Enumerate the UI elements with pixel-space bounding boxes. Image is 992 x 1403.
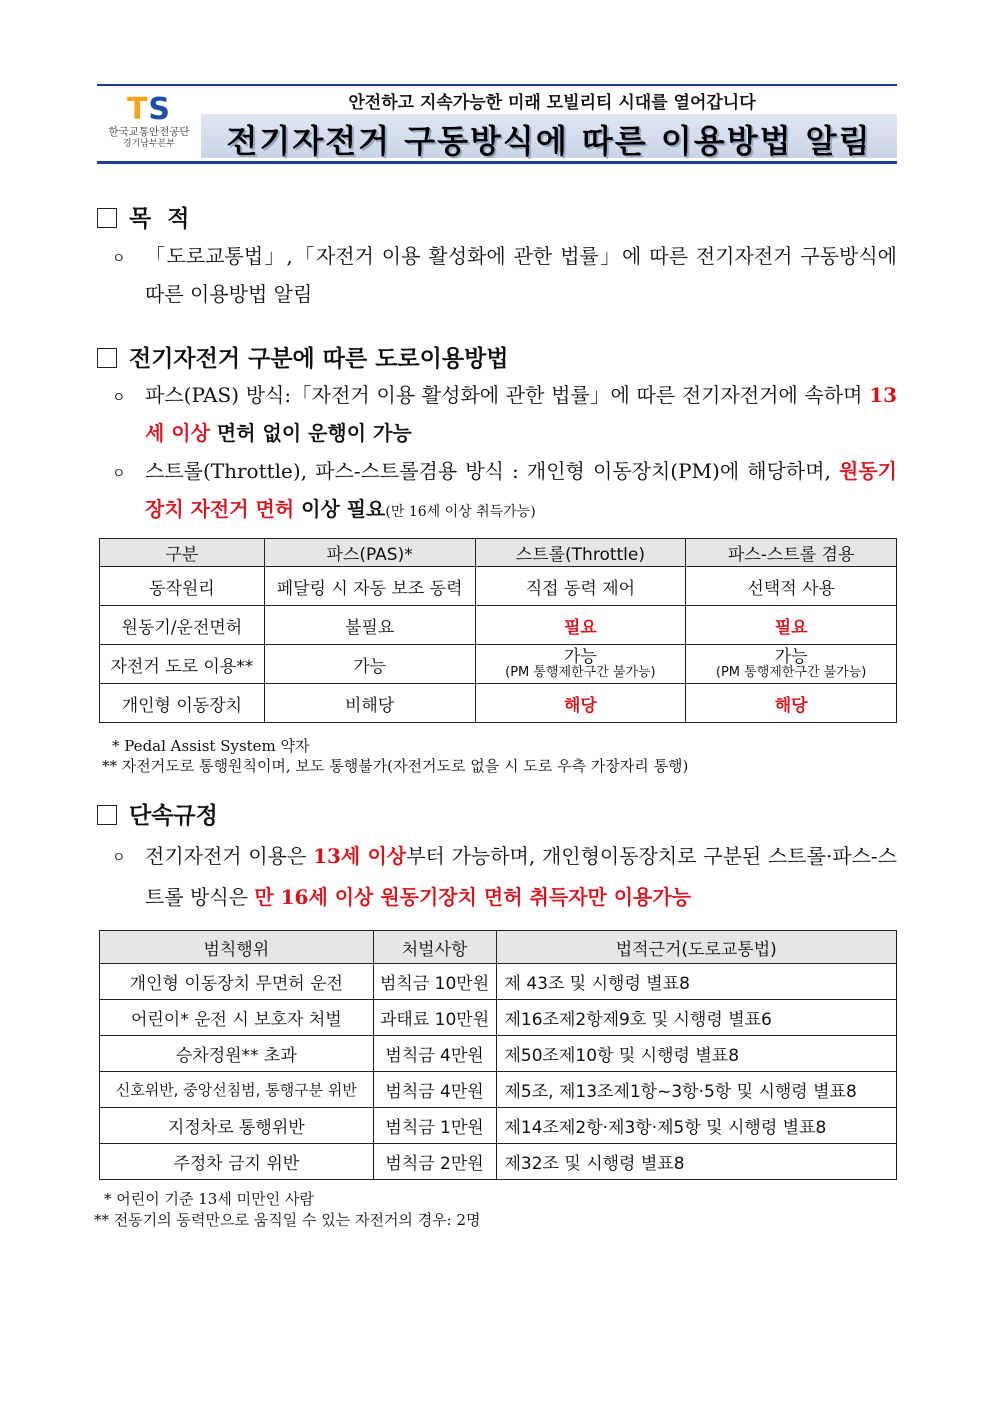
bullet-circle: ㅇ — [112, 466, 126, 482]
table-header-row — [100, 931, 897, 964]
legal-basis-cell: 제50조제10항 및 시행령 별표8 — [496, 1036, 897, 1072]
table-header-row — [100, 539, 897, 567]
table-cell: 필요 — [475, 606, 686, 645]
page-title: 전기자전거 구동방식에 따른 이용방법 알림 — [226, 122, 872, 160]
table-row — [100, 1000, 897, 1036]
bullet-circle: ㅇ — [112, 390, 126, 406]
bullet-circle: ㅇ — [112, 850, 126, 866]
table-row — [100, 964, 897, 1000]
violation-cell: 승차정원** 초과 — [100, 1036, 374, 1072]
regulation-text: 전기자전거 이용은 13세 이상부터 가능하며, 개인형이동장치로 구분된 스트롤·파스-스트롤 방식은 만 16세 이상 원동기장치 면허 취득자만 이용가능 — [145, 844, 897, 909]
legal-basis-cell: 제14조제2항·제3항·제5항 및 시행령 별표8 — [496, 1108, 897, 1144]
table-row — [100, 684, 897, 723]
table-cell: 가능 — [264, 645, 475, 684]
penalty-cell: 범칙금 10만원 — [373, 964, 496, 1000]
slogan: 안전하고 지속가능한 미래 모빌리티 시대를 열어갑니다 — [348, 93, 756, 113]
ts-logo-mark: TS — [126, 92, 172, 127]
column-header: 파스-스트롤 겸용 — [686, 539, 897, 567]
column-header: 법적근거(도로교통법) — [496, 931, 897, 964]
legal-basis-cell: 제32조 및 시행령 별표8 — [496, 1144, 897, 1180]
penalty-cell: 범칙금 4만원 — [373, 1036, 496, 1072]
section-heading-usage: 전기자전거 구분에 따른 도로이용방법 — [97, 340, 509, 373]
usage-item-pas: 파스(PAS) 방식:「자전거 이용 활성화에 관한 법률」에 따른 전기자전거에 속하며 13세 이상 면허 없이 운행이 가능 — [145, 383, 897, 445]
table-row — [100, 567, 897, 606]
column-header: 스트롤(Throttle) — [475, 539, 686, 567]
drive-type-table — [99, 538, 897, 723]
penalty-table — [99, 930, 897, 1180]
table-row — [100, 1108, 897, 1144]
table-row — [100, 606, 897, 645]
header-top-rule — [97, 84, 897, 86]
footnote: ** 자전거도로 통행원칙이며, 보도 통행불가(자전거도로 없을 시 도로 우측 가장자리 통행) — [102, 757, 689, 775]
logo-org-name: 한국교통안전공단 — [108, 126, 190, 138]
table-cell: 필요 — [686, 606, 897, 645]
header-bottom-rule — [97, 161, 897, 164]
penalty-cell: 범칙금 1만원 — [373, 1108, 496, 1144]
row-label: 동작원리 — [100, 567, 265, 606]
penalty-cell: 범칙금 2만원 — [373, 1144, 496, 1180]
table-cell: 비해당 — [264, 684, 475, 723]
row-label: 원동기/운전면허 — [100, 606, 265, 645]
violation-cell: 개인형 이동장치 무면허 운전 — [100, 964, 374, 1000]
bullet-circle: ㅇ — [112, 251, 126, 267]
table-row — [100, 1144, 897, 1180]
column-header: 처벌사항 — [373, 931, 496, 964]
legal-basis-cell: 제 43조 및 시행령 별표8 — [496, 964, 897, 1000]
penalty-cell: 범칙금 4만원 — [373, 1072, 496, 1108]
violation-cell: 지정차로 통행위반 — [100, 1108, 374, 1144]
table-row — [100, 1072, 897, 1108]
table-cell: 가능 (PM 통행제한구간 불가능) — [686, 645, 897, 684]
usage-item-throttle: 스트롤(Throttle), 파스-스트롤겸용 방식 : 개인형 이동장치(PM)에 해당하며, 원동기장치 자전거 면허 이상 필요(만 16세 이상 취득가능) — [145, 459, 897, 521]
legal-basis-cell: 제5조, 제13조제1항~3항·5항 및 시행령 별표8 — [496, 1072, 897, 1108]
violation-cell: 신호위반, 중앙선침범, 통행구분 위반 — [100, 1072, 374, 1108]
row-label: 개인형 이동장치 — [100, 684, 265, 723]
section-heading-regulation: 단속규정 — [97, 797, 218, 830]
row-label: 자전거 도로 이용** — [100, 645, 265, 684]
column-header: 파스(PAS)* — [264, 539, 475, 567]
table-cell: 불필요 — [264, 606, 475, 645]
penalty-cell: 과태료 10만원 — [373, 1000, 496, 1036]
checkbox-square-icon — [97, 348, 117, 368]
kotsa-logo — [101, 94, 197, 158]
table-cell: 직접 동력 제어 — [475, 567, 686, 606]
table-row — [100, 1036, 897, 1072]
table-cell: 해당 — [475, 684, 686, 723]
section-heading-purpose: 목 적 — [97, 200, 189, 233]
legal-basis-cell: 제16조제2항제9호 및 시행령 별표6 — [496, 1000, 897, 1036]
checkbox-square-icon — [97, 208, 117, 228]
title-banner — [201, 114, 897, 158]
checkbox-square-icon — [97, 805, 117, 825]
table-cell: 페달링 시 자동 보조 동력 — [264, 567, 475, 606]
violation-cell: 주정차 금지 위반 — [100, 1144, 374, 1180]
table-cell: 선택적 사용 — [686, 567, 897, 606]
footnote: * Pedal Assist System 약자 — [112, 737, 310, 755]
table-row — [100, 645, 897, 684]
column-header: 구분 — [100, 539, 265, 567]
logo-branch-name: 경기남부본부 — [122, 139, 176, 149]
column-header: 범칙행위 — [100, 931, 374, 964]
violation-cell: 어린이* 운전 시 보호자 처벌 — [100, 1000, 374, 1036]
table-cell: 가능 (PM 통행제한구간 불가능) — [475, 645, 686, 684]
footnote: ** 전동기의 동력만으로 움직일 수 있는 자전거의 경우: 2명 — [94, 1211, 481, 1229]
footnote: * 어린이 기준 13세 미만인 사람 — [104, 1190, 314, 1208]
table-cell: 해당 — [686, 684, 897, 723]
document-header — [97, 84, 897, 164]
purpose-text: 「도로교통법」,「자전거 이용 활성화에 관한 법률」에 따른 전기자전거 구동방식에 따른 이용방법 알림 — [145, 244, 897, 306]
